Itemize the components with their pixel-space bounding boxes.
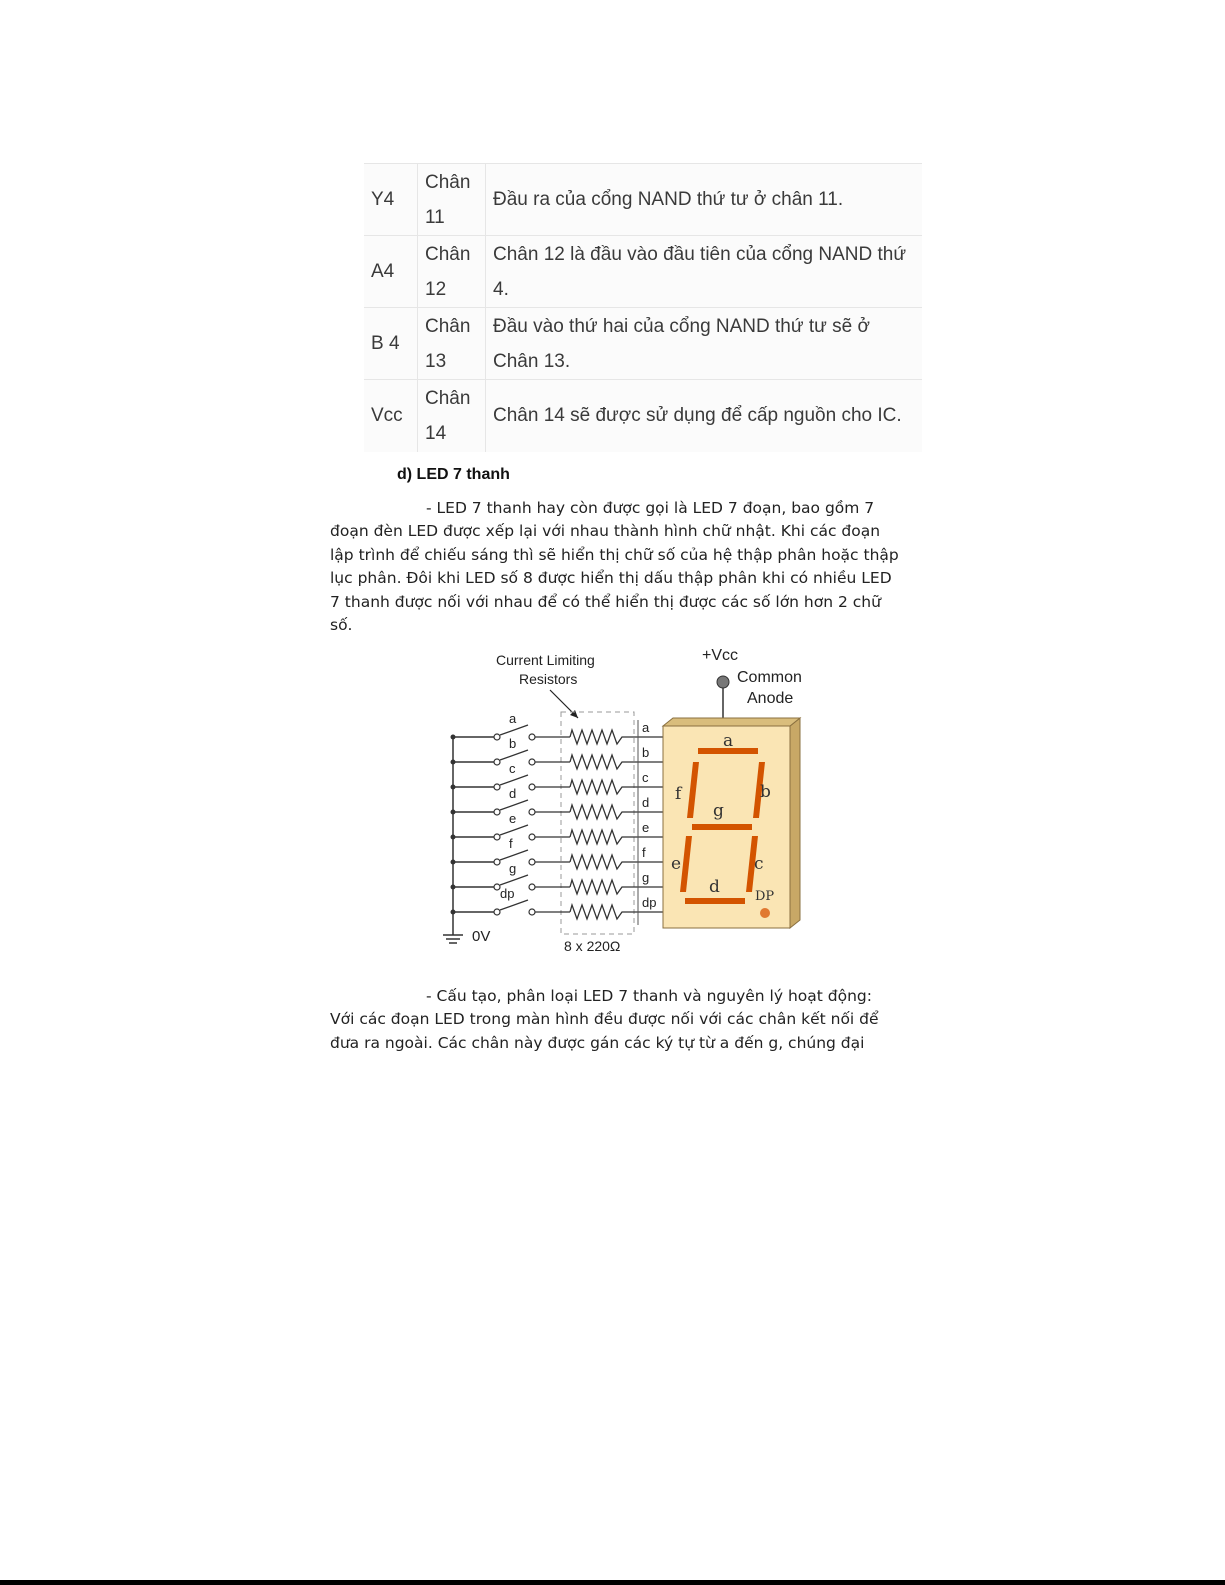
segment-label-b: b bbox=[760, 782, 771, 802]
display-top bbox=[663, 718, 800, 726]
pin-label: d bbox=[642, 795, 650, 810]
paragraph-led-structure bbox=[330, 985, 966, 1055]
bus-node bbox=[451, 760, 456, 765]
paragraph-line: đoạn đèn LED được xếp lại với nhau thành hình chữ nhật. Khi các đoạn bbox=[330, 522, 881, 541]
switch-label: a bbox=[509, 711, 517, 726]
pin-number-cell bbox=[418, 236, 486, 308]
switch-contact bbox=[529, 884, 535, 890]
resistor-block bbox=[561, 712, 634, 934]
switch-label: e bbox=[509, 811, 517, 826]
bus-node bbox=[451, 885, 456, 890]
resistor-zigzag bbox=[570, 830, 632, 844]
table-row bbox=[364, 164, 922, 236]
segment-label-g: g bbox=[713, 801, 724, 821]
pin-description-line: Đầu vào thứ hai của cổng NAND thứ tư sẽ ở bbox=[493, 315, 870, 337]
table-row bbox=[364, 236, 922, 308]
segment-label-e: e bbox=[671, 854, 682, 874]
paragraph-line: Với các đoạn LED trong màn hình đều được nối với các chân kết nối để bbox=[330, 1010, 879, 1029]
bus-node bbox=[451, 910, 456, 915]
resistor-zigzag bbox=[570, 805, 632, 819]
paragraph-line: số. bbox=[330, 616, 353, 635]
switch-blade bbox=[500, 850, 528, 860]
paragraph-line: lập trình để chiếu sáng thì sẽ hiển thị chữ số của hệ thập phân hoặc thập bbox=[330, 545, 899, 564]
switch-label: d bbox=[509, 786, 517, 801]
switch-blade bbox=[500, 875, 528, 885]
pin-number-line: 12 bbox=[425, 278, 447, 300]
table-row bbox=[364, 308, 922, 380]
pin-description-cell bbox=[486, 236, 923, 308]
pin-label: f bbox=[642, 845, 646, 860]
pin-label: g bbox=[642, 870, 650, 885]
switch-blade bbox=[500, 825, 528, 835]
paragraph-line: đưa ra ngoài. Các chân này được gán các ký tự từ a đến g, chúng đại bbox=[330, 1033, 865, 1052]
pin-description-line: Chân 13. bbox=[493, 350, 571, 372]
pin-number-line: 14 bbox=[425, 422, 447, 444]
pin-label: b bbox=[642, 745, 650, 760]
segment-label-a: a bbox=[723, 731, 734, 751]
table-row bbox=[364, 380, 922, 452]
anode-label-line1: Common bbox=[737, 669, 802, 686]
pin-number-cell bbox=[418, 164, 486, 236]
pin-number-line: Chân bbox=[425, 243, 471, 265]
display-side bbox=[790, 718, 800, 928]
bus-node bbox=[451, 735, 456, 740]
switch-contact bbox=[494, 734, 500, 740]
switch-label: f bbox=[509, 836, 513, 851]
paragraph-line: 7 thanh được nối với nhau để có thể hiển thị được các số lớn hơn 2 chữ bbox=[330, 592, 881, 611]
resistor-zigzag bbox=[570, 880, 632, 894]
resistor-value-label: 8 x 220Ω bbox=[564, 938, 621, 954]
section-heading: d) LED 7 thanh bbox=[397, 466, 510, 483]
seven-segment-diagram bbox=[430, 640, 810, 970]
bus-node bbox=[451, 785, 456, 790]
switch-contact bbox=[494, 909, 500, 915]
pin-label: e bbox=[642, 820, 650, 835]
ground-label: 0V bbox=[472, 928, 491, 945]
paragraph-line: - Cấu tạo, phân loại LED 7 thanh và nguyên lý hoạt động: bbox=[426, 987, 872, 1005]
paragraph-line: lục phân. Đôi khi LED số 8 được hiển thị dấu thập phân khi có nhiều LED bbox=[330, 569, 892, 588]
segment-label-d: d bbox=[709, 877, 720, 897]
pin-name-cell: B 4 bbox=[364, 308, 418, 380]
switch-contact bbox=[529, 734, 535, 740]
pin-description-line: Chân 12 là đầu vào đầu tiên của cổng NAND thứ bbox=[493, 243, 907, 265]
resistor-label-line1: Current Limiting bbox=[496, 652, 595, 668]
page-bottom-rule bbox=[0, 1580, 1225, 1585]
pin-name-cell: Vcc bbox=[364, 380, 418, 452]
pin-number-line: Chân bbox=[425, 171, 471, 193]
pin-number-cell bbox=[418, 308, 486, 380]
pin-table bbox=[364, 163, 922, 452]
pin-name-cell: A4 bbox=[364, 236, 418, 308]
segment-label-f: f bbox=[675, 784, 682, 804]
pin-number-line: Chân bbox=[425, 387, 471, 409]
resistor-zigzag bbox=[570, 905, 632, 919]
bus-node bbox=[451, 810, 456, 815]
switch-label: dp bbox=[500, 886, 515, 901]
pin-description-cell bbox=[486, 308, 923, 380]
bus-node bbox=[451, 860, 456, 865]
resistor-label-line2: Resistors bbox=[519, 671, 578, 687]
pin-label: c bbox=[642, 770, 649, 785]
switch-blade bbox=[500, 800, 528, 810]
switch-contact bbox=[494, 759, 500, 765]
resistor-zigzag bbox=[570, 755, 632, 769]
switch-blade bbox=[500, 900, 528, 910]
switch-blade bbox=[500, 775, 528, 785]
pin-description-line: 4. bbox=[493, 278, 509, 300]
pin-description-cell bbox=[486, 380, 923, 452]
pin-name-cell: Y4 bbox=[364, 164, 418, 236]
switch-label: g bbox=[509, 861, 517, 876]
switch-contact bbox=[494, 784, 500, 790]
bus-node bbox=[451, 835, 456, 840]
resistor-zigzag bbox=[570, 730, 632, 744]
resistor-zigzag bbox=[570, 780, 632, 794]
segment-label-dp: DP bbox=[755, 889, 775, 904]
pin-description-cell bbox=[486, 164, 923, 236]
segment-label-c: c bbox=[754, 854, 764, 874]
segment-d bbox=[685, 898, 745, 904]
switch-contact bbox=[529, 784, 535, 790]
switch-contact bbox=[529, 809, 535, 815]
pin-number-line: 13 bbox=[425, 350, 447, 372]
anode-label-line2: Anode bbox=[747, 690, 794, 707]
segment-dp bbox=[760, 908, 770, 918]
switch-contact bbox=[529, 834, 535, 840]
circuit-svg bbox=[430, 640, 810, 970]
pin-label: dp bbox=[642, 895, 657, 910]
paragraph-line: - LED 7 thanh hay còn được gọi là LED 7 đoạn, bao gồm 7 bbox=[426, 499, 875, 517]
pin-number-line: 11 bbox=[425, 206, 445, 228]
switch-label: b bbox=[509, 736, 517, 751]
switch-contact bbox=[494, 859, 500, 865]
switch-blade bbox=[500, 750, 528, 760]
switch-label: c bbox=[509, 761, 516, 776]
switch-contact bbox=[529, 859, 535, 865]
resistor-zigzag bbox=[570, 855, 632, 869]
pin-description-line: Đầu ra của cổng NAND thứ tư ở chân 11. bbox=[493, 189, 844, 210]
pin-description-line: Chân 14 sẽ được sử dụng để cấp nguồn cho IC. bbox=[493, 405, 902, 427]
vcc-label: +Vcc bbox=[702, 647, 739, 664]
switch-contact bbox=[494, 834, 500, 840]
pin-label: a bbox=[642, 720, 650, 735]
switch-contact bbox=[494, 809, 500, 815]
switch-contact bbox=[529, 759, 535, 765]
paragraph-led-intro bbox=[330, 497, 966, 637]
vcc-terminal bbox=[717, 676, 729, 688]
switch-blade bbox=[500, 725, 528, 735]
segment-g bbox=[692, 824, 752, 830]
switch-contact bbox=[529, 909, 535, 915]
pin-number-line: Chân bbox=[425, 315, 471, 337]
pin-number-cell bbox=[418, 380, 486, 452]
